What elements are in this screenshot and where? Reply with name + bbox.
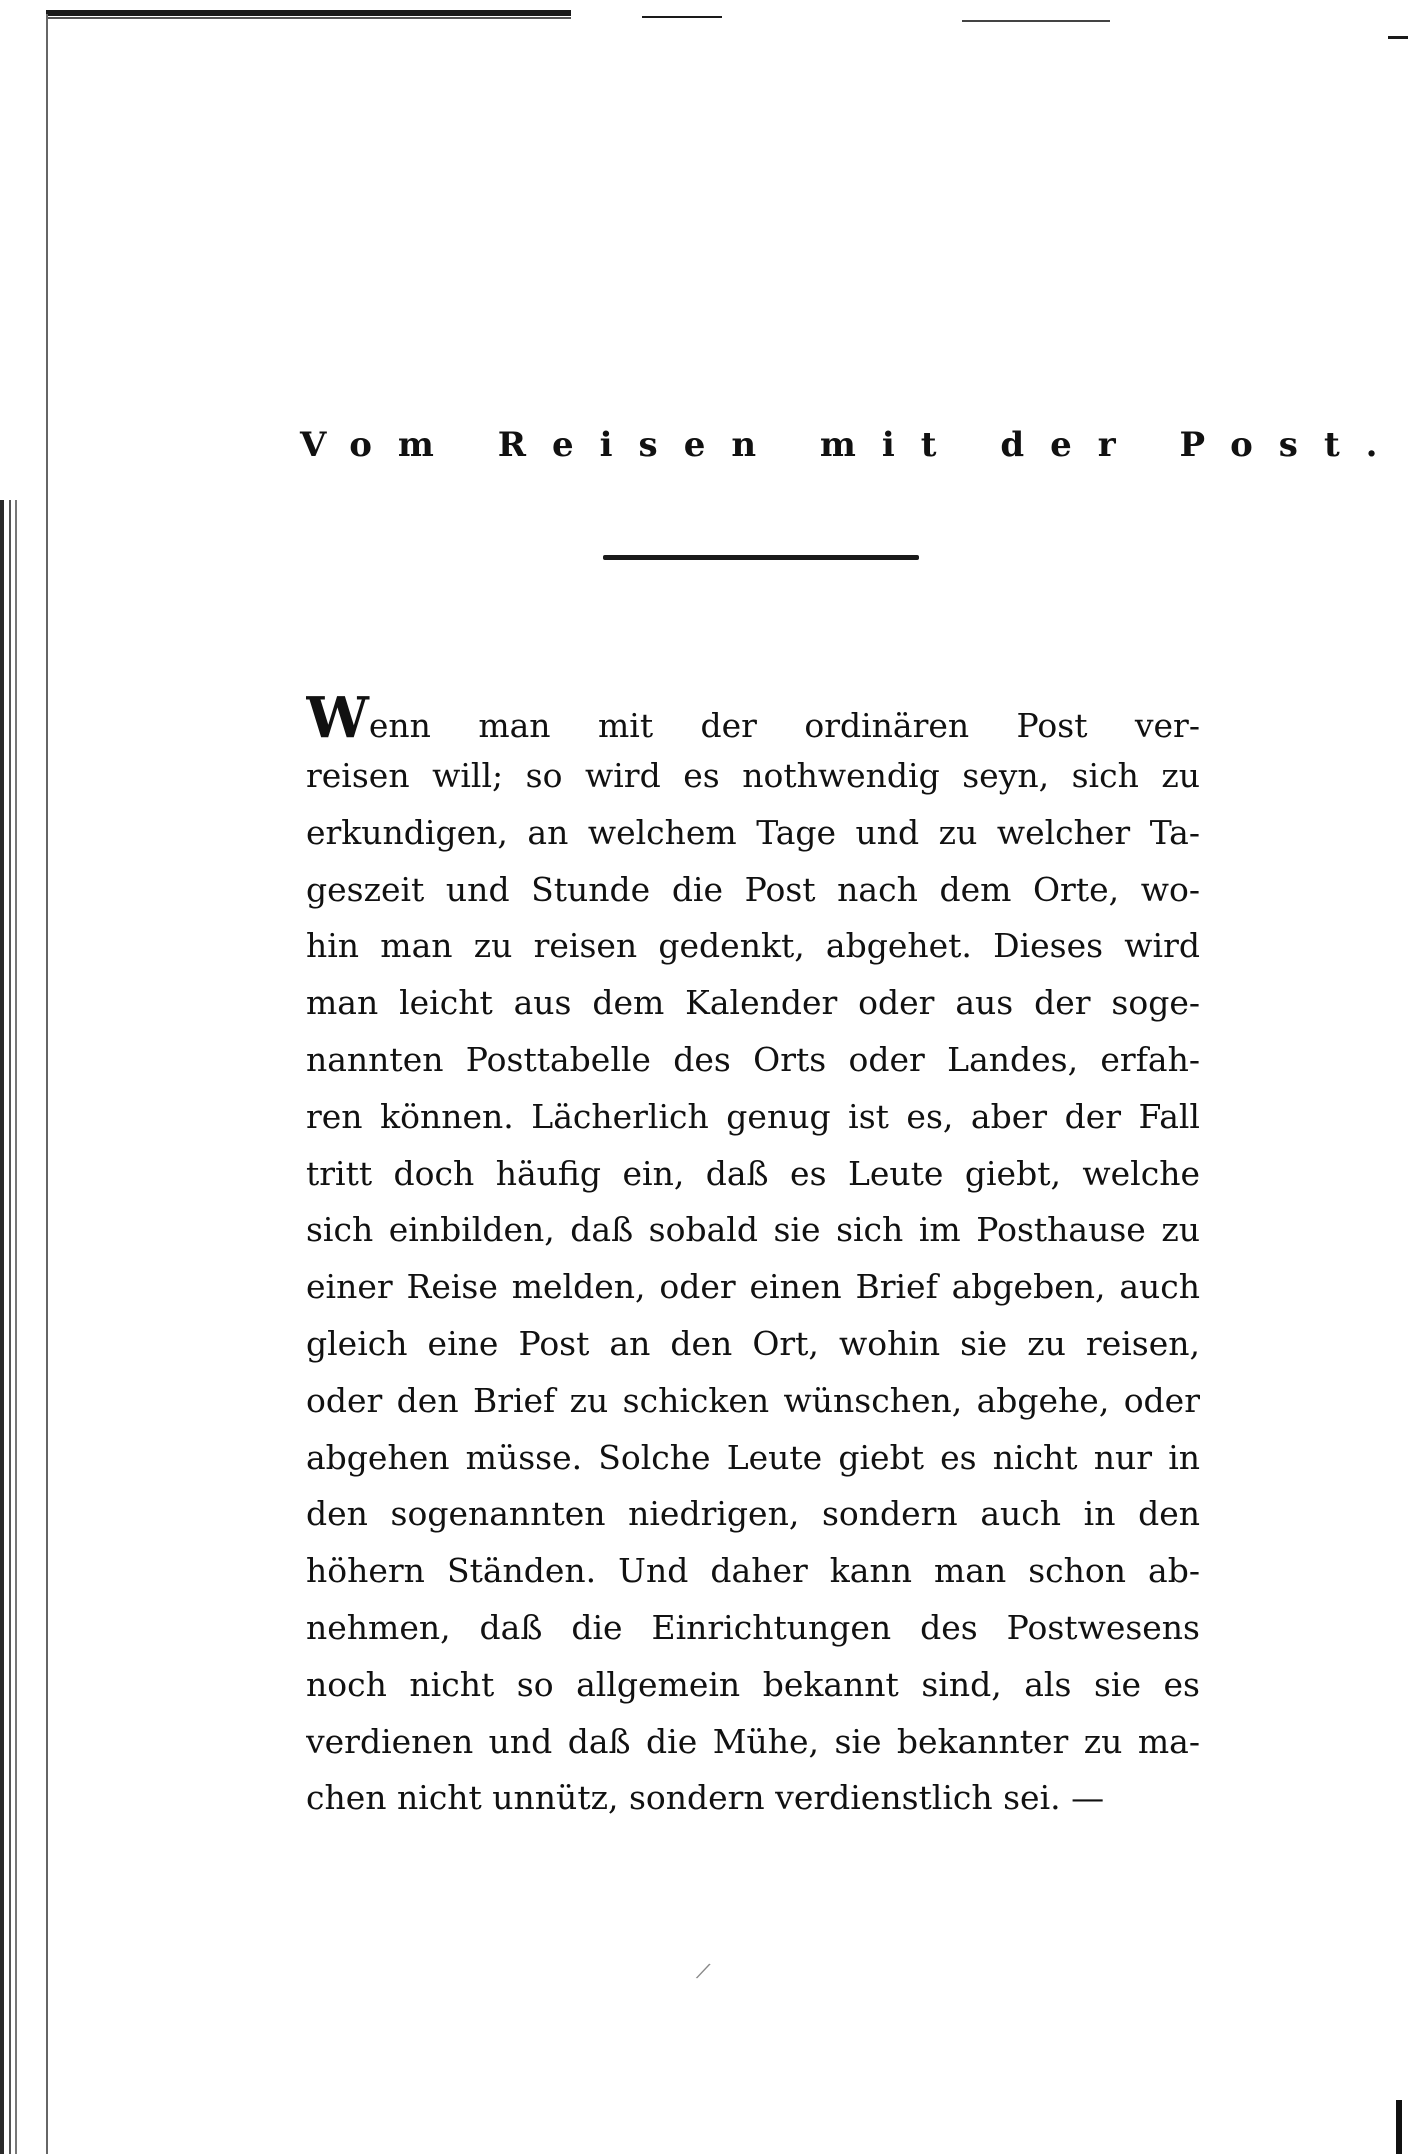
- drop-cap: W: [306, 688, 369, 748]
- text-line: reisen will; so wird es nothwendig seyn, sich zu: [306, 756, 1200, 795]
- text-line: sich einbilden, daß sobald sie sich im Posthause zu: [306, 1210, 1200, 1250]
- text-line: man leicht aus dem Kalender oder aus der soge-: [306, 983, 1200, 1023]
- text-line: nehmen, daß die Einrichtungen des Postwesens: [306, 1607, 1200, 1647]
- text-line-content: enn man mit der ordinären Post ver-: [368, 706, 1200, 745]
- scan-top-rule: [46, 10, 571, 16]
- text-line: oder den Brief zu schicken wünschen, abgehe, oder: [306, 1380, 1200, 1420]
- scan-top-rule-right: [962, 20, 1110, 22]
- page-border-line: [46, 14, 48, 2154]
- text-line: nannten Posttabelle des Orts oder Landes, erfah-: [306, 1039, 1200, 1079]
- text-line: erkundigen, an welchem Tage und zu welcher Ta-: [306, 812, 1200, 852]
- text-line: höhern Ständen. Und daher kann man schon ab-: [306, 1551, 1200, 1591]
- text-line: den sogenannten niedrigen, sondern auch in den: [306, 1494, 1200, 1534]
- text-line: [306, 688, 1200, 748]
- text-line: einer Reise melden, oder einen Brief abgeben, auch: [306, 1267, 1200, 1307]
- scan-top-rule-short: [642, 16, 722, 18]
- scan-top-rule-shadow: [46, 17, 571, 19]
- scan-bottom-corner-mark: [1396, 2100, 1402, 2154]
- text-line: hin man zu reisen gedenkt, abgehet. Dieses wird: [306, 926, 1200, 966]
- text-line: gleich eine Post an den Ort, wohin sie zu reisen,: [306, 1323, 1200, 1363]
- text-line: verdienen und daß die Mühe, sie bekannter zu ma-: [306, 1721, 1200, 1761]
- text-line-last: chen nicht unnütz, sondern verdienstlich sei. —: [306, 1778, 1105, 1818]
- text-line: geszeit und Stunde die Post nach dem Orte, wo-: [306, 869, 1200, 909]
- scan-corner-mark: [1388, 36, 1408, 39]
- text-line: tritt doch häufig ein, daß es Leute giebt, welche: [306, 1153, 1200, 1193]
- binding-edge: [0, 500, 4, 2154]
- binding-edge-line-faint: [15, 500, 17, 2154]
- binding-edge-line: [9, 500, 11, 2154]
- text-line: abgehen müsse. Solche Leute giebt es nicht nur in: [306, 1437, 1200, 1477]
- text-line: noch nicht so allgemein bekannt sind, als sie es: [306, 1664, 1200, 1704]
- body-paragraph: [306, 688, 1200, 1827]
- title-divider: [603, 555, 919, 560]
- pencil-mark: ⁄: [698, 1959, 708, 1986]
- text-line: ren können. Lächerlich genug ist es, aber der Fall: [306, 1096, 1200, 1136]
- chapter-title: Vom Reisen mit der Post.: [300, 425, 1404, 465]
